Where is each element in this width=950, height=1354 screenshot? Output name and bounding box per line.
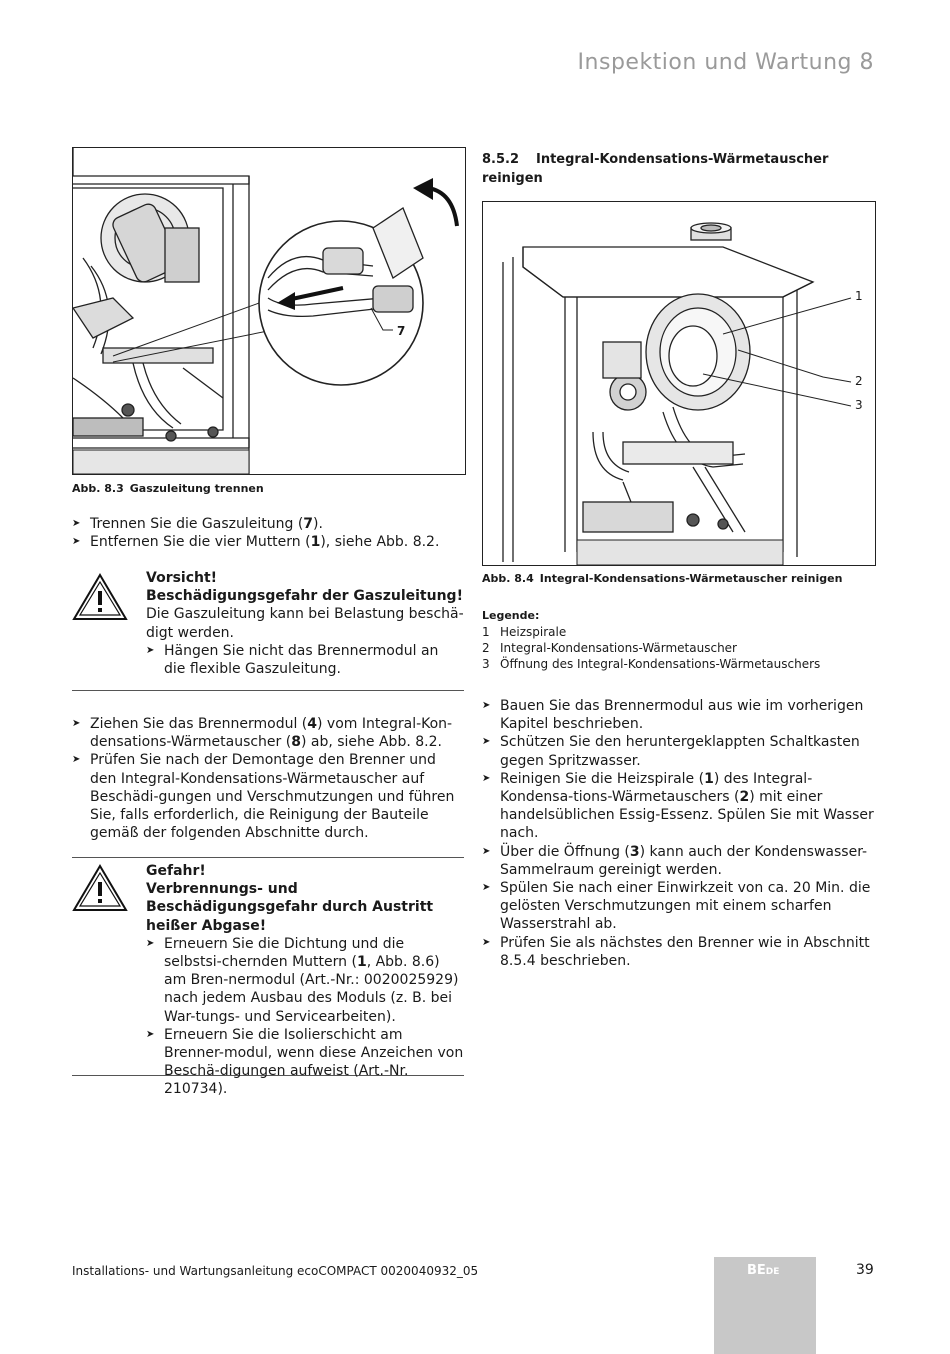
danger-list — [146, 935, 464, 1099]
gas-line-illustration — [73, 148, 465, 474]
callout-2: 2 — [855, 374, 863, 388]
heat-exchanger-illustration — [483, 202, 875, 565]
chapter-title: Inspektion und Wartung 8 — [577, 50, 874, 75]
steps-list-1 — [72, 515, 464, 551]
legend-title: Legende: — [482, 609, 540, 622]
figure-title: Integral-Kondensations-Wärmetauscher reinigen — [539, 572, 843, 585]
callout-7: 7 — [397, 324, 406, 338]
warning-triangle-icon — [72, 573, 128, 621]
legend-item: 1 Heizspirale — [482, 625, 567, 639]
danger-text — [146, 862, 464, 1099]
legend-item: 2 Integral-Kondensations-Wärmetauscher — [482, 641, 737, 655]
danger-subtitle: Verbrennungs- und Beschädigungsgefahr durch Austritt heißer Abgase! — [146, 881, 434, 934]
figure-8-4-caption — [482, 572, 842, 585]
list-item: ➤ Erneuern Sie die Isolierschicht am Brenner-modul, wenn diese Anzeichen von Beschä-digungen aufweist (Art.-Nr. 210734). — [146, 1026, 464, 1099]
caution-list — [146, 642, 464, 678]
section-title: Integral-Kondensations-Wärmetauscher reinigen — [482, 152, 829, 186]
list-item: ➤ Entfernen Sie die vier Muttern (1), siehe Abb. 8.2. — [72, 533, 464, 551]
list-item: ➤ Erneuern Sie die Dichtung und die selbstsi-chernden Muttern (1, Abb. 8.6) am Bren-nermodul (Art.-Nr.: 0020025929) nach jedem Ausbau des Moduls (z. B. bei War-tungs- und Servicearbeiten). — [146, 935, 464, 1026]
list-item: ➤ Trennen Sie die Gaszuleitung (7). — [72, 515, 464, 533]
list-item: ➤ Hängen Sie nicht das Brennermodul an die flexible Gaszuleitung. — [146, 642, 464, 678]
caution-box — [72, 569, 464, 691]
figure-label: Abb. 8.3 — [72, 482, 124, 495]
legend-list — [482, 624, 874, 672]
caution-subtitle: Beschädigungsgefahr der Gaszuleitung! — [146, 588, 463, 605]
figure-title: Gaszuleitung trennen — [129, 482, 264, 495]
section-number: 8.5.2 — [482, 152, 520, 167]
list-item: ➤ Prüfen Sie als nächstes den Brenner wie in Abschnitt 8.5.4 beschrieben. — [482, 934, 874, 970]
figure-heat-exchanger-cleaning — [482, 201, 876, 566]
list-item: ➤ Spülen Sie nach einer Einwirkzeit von ca. 20 Min. die gelösten Verschmutzungen mit einem scharfen Wasserstrahl ab. — [482, 879, 874, 934]
steps-list-2 — [72, 715, 464, 842]
footer-doc-title: Installations- und Wartungsanleitung ecoCOMPACT 0020040932_05 — [72, 1264, 479, 1278]
section-heading — [482, 150, 862, 188]
list-item: ➤ Bauen Sie das Brennermodul aus wie im vorherigen Kapitel beschrieben. — [482, 697, 874, 733]
figure-gas-line-disconnect — [72, 147, 466, 475]
cleaning-steps-list — [482, 697, 874, 970]
page-number: 39 — [856, 1262, 874, 1278]
danger-triangle-icon — [72, 864, 128, 912]
caution-description: Die Gaszuleitung kann bei Belastung beschä- digt werden. — [146, 606, 464, 641]
list-item: ➤ Reinigen Sie die Heizspirale (1) des Integral-Kondensa-tions-Wärmetauschers (2) mit einer handelsüblichen Essig-Essenz. Spülen Sie mit Wasser nach. — [482, 770, 874, 843]
list-item: ➤ Prüfen Sie nach der Demontage den Brenner und den Integral-Kondensations-Wärmetauscher auf Beschädi-gungen und Verschmutzungen und führen Sie, falls erforderlich, die Reinigung der Bauteile gemäß der folgenden Abschnitte durch. — [72, 751, 464, 842]
list-item: ➤ Ziehen Sie das Brennermodul (4) vom Integral-Kon-densations-Wärmetauscher (8) ab, siehe Abb. 8.2. — [72, 715, 464, 751]
figure-label: Abb. 8.4 — [482, 572, 534, 585]
caution-title: Vorsicht! — [146, 570, 218, 586]
region-tab-label: BEDE — [747, 1263, 780, 1278]
danger-box — [72, 857, 464, 1098]
region-tab — [714, 1257, 816, 1354]
callout-3: 3 — [855, 398, 863, 412]
list-item: ➤ Über die Öffnung (3) kann auch der Kondenswasser-Sammelraum gereinigt werden. — [482, 843, 874, 879]
callout-1: 1 — [855, 289, 863, 303]
figure-8-3-caption — [72, 482, 264, 495]
danger-title: Gefahr! — [146, 863, 206, 879]
list-item: ➤ Schützen Sie den heruntergeklappten Schaltkasten gegen Spritzwasser. — [482, 733, 874, 769]
legend-item: 3 Öffnung des Integral-Kondensations-Wärmetauschers — [482, 657, 821, 671]
caution-text — [146, 569, 464, 678]
